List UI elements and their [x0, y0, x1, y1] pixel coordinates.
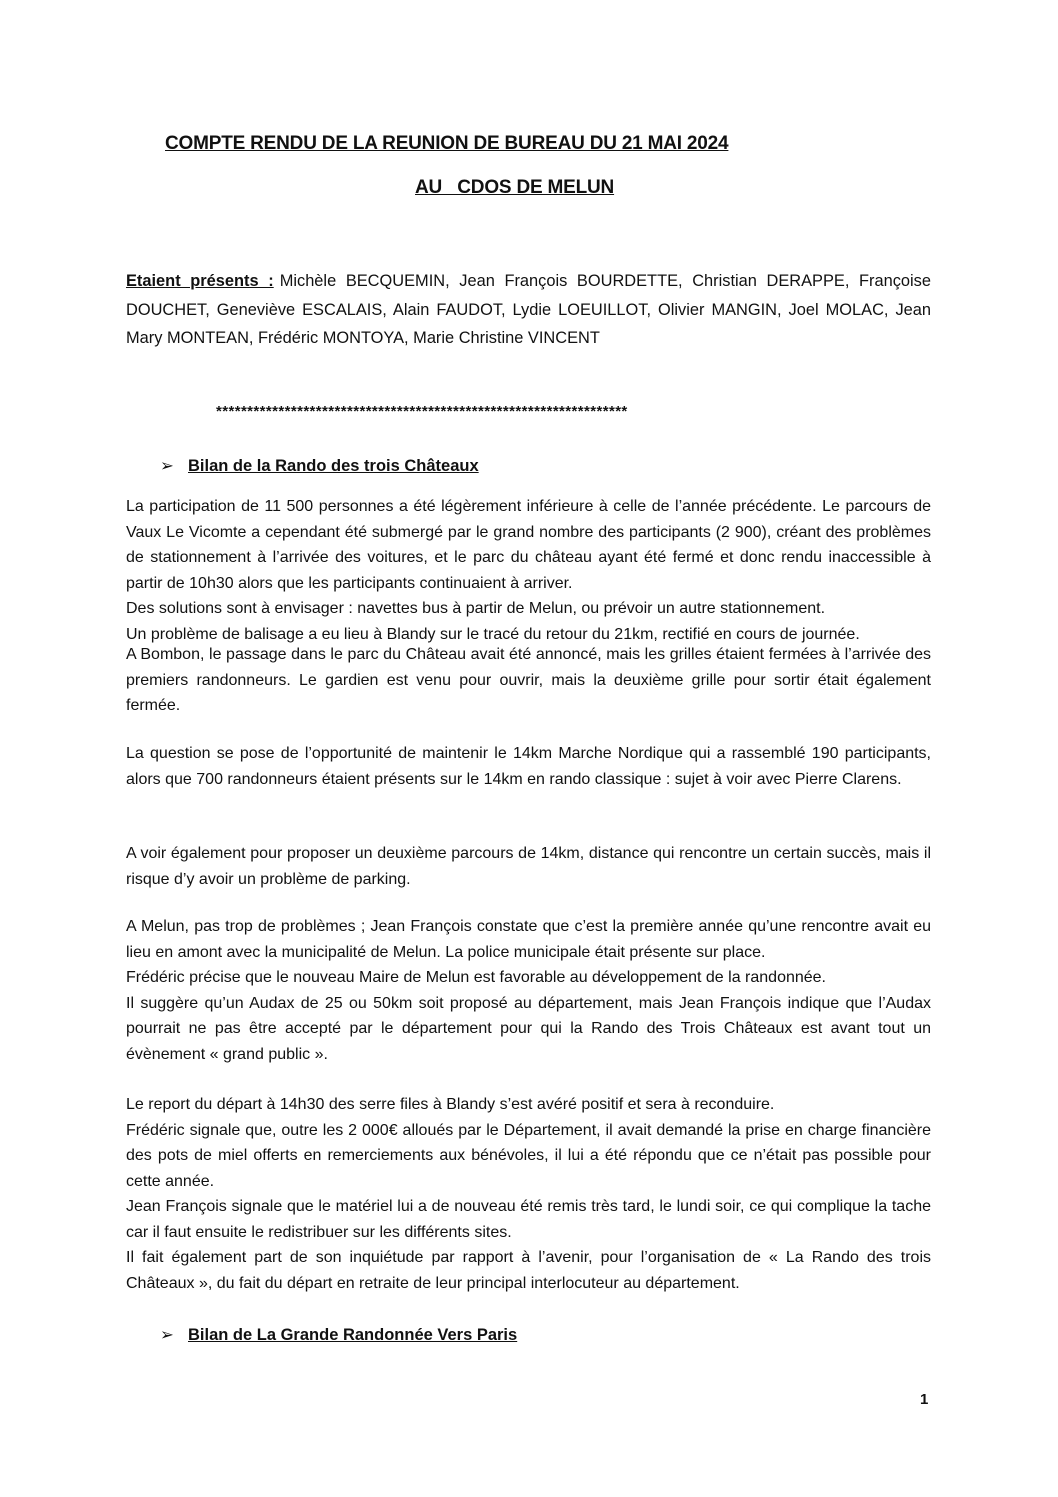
page-number: 1	[920, 1391, 929, 1408]
document-subtitle: AU CDOS DE MELUN	[415, 177, 615, 198]
arrow-bullet-icon: ➢	[160, 1326, 174, 1344]
document-title: COMPTE RENDU DE LA REUNION DE BUREAU DU 21 MAI 2024	[165, 133, 729, 154]
paragraph-text: Jean François signale que le matériel lui a de nouveau été remis très tard, le lundi soir, ce qui complique la tache car il faut ensuite le redistribuer sur les différents sites.	[126, 1198, 931, 1241]
paragraph-text: Il fait également part de son inquiétude par rapport à l’avenir, pour l’organisation de « La Rando des trois Châteaux », du fait du départ en retraite de leur principal interlocuteur au département.	[126, 1249, 931, 1292]
section-heading-text: Bilan de la Rando des trois Châteaux	[188, 457, 479, 475]
paragraph-text: Frédéric précise que le nouveau Maire de Melun est favorable au développement de la randonnée.	[126, 969, 826, 986]
section-heading-rando-trois-chateaux	[160, 456, 479, 476]
paragraph-text: Un problème de balisage a eu lieu à Blandy sur le tracé du retour du 21km, rectifié en cours de journée.	[126, 625, 860, 643]
arrow-bullet-icon: ➢	[160, 457, 174, 475]
paragraph-text: Frédéric signale que, outre les 2 000€ alloués par le Département, il avait demandé la prise en charge financière des pots de miel offerts en remerciements aux bénévoles, il lui a été répondu que ce n’était pas possible pour cette année.	[126, 1121, 931, 1190]
paragraph-text: Il suggère qu’un Audax de 25 ou 50km soit proposé au département, mais Jean François indique que l’Audax pourrait ne pas être accepté par le département pour qui la Rando des Trois Châteaux est avant tout un évènement « grand public ».	[126, 994, 931, 1063]
attendees-names: Michèle BECQUEMIN, Jean François BOURDETTE, Christian DERAPPE, Françoise DOUCHET, Geneviève ESCALAIS, Alain FAUDOT, Lydie LOEUILLOT, Olivier MANGIN, Joel MOLAC, Jean Mary MONTEAN, Frédéric MONTOYA, Marie Christine VINCENT	[126, 272, 931, 347]
section-heading-grande-randonnee	[160, 1325, 517, 1345]
paragraph-text: Le report du départ à 14h30 des serre files à Blandy s’est avéré positif et sera à reconduire.	[126, 1096, 775, 1113]
paragraph-bombon	[126, 642, 931, 719]
paragraph-text: A Bombon, le passage dans le parc du Château avait été annoncé, mais les grilles étaient fermées à l’arrivée des premiers randonneurs. Le gardien est venu pour ouvrir, mais la deuxième grille pour sortir était également fermée.	[126, 646, 931, 714]
attendees-paragraph	[126, 267, 931, 353]
paragraph-report-depart	[126, 1092, 931, 1296]
paragraph-text: A voir également pour proposer un deuxième parcours de 14km, distance qui rencontre un certain succès, mais il risque d’y avoir un problème de parking.	[126, 845, 931, 888]
paragraph-deuxieme-parcours	[126, 841, 931, 892]
separator-line: ******************************************************************	[216, 403, 628, 420]
attendees-label: Etaient présents :	[126, 272, 274, 290]
paragraph-participation	[126, 494, 931, 647]
paragraph-marche-nordique	[126, 741, 931, 792]
paragraph-text: A Melun, pas trop de problèmes ; Jean François constate que c’est la première année qu’une rencontre avait eu lieu en amont avec la municipalité de Melun. La police municipale était présente sur place.	[126, 918, 931, 961]
paragraph-text: La question se pose de l’opportunité de maintenir le 14km Marche Nordique qui a rassemblé 190 participants, alors que 700 randonneurs étaient présents sur le 14km en rando classique : sujet à voir avec Pierre Clarens.	[126, 745, 931, 788]
paragraph-text: La participation de 11 500 personnes a été légèrement inférieure à celle de l’année précédente. Le parcours de Vaux Le Vicomte a cependant été submergé par le grand nombre des participants (2 900), créant des problèmes de stationnement à l’arrivée des voitures, et le parc du château ayant été fermé et donc rendu inaccessible à partir de 10h30 alors que les participants continuaient à arriver.	[126, 498, 931, 592]
paragraph-melun	[126, 914, 931, 1067]
section-heading-text: Bilan de La Grande Randonnée Vers Paris	[188, 1326, 518, 1344]
paragraph-text: Des solutions sont à envisager : navettes bus à partir de Melun, ou prévoir un autre stationnement.	[126, 600, 826, 617]
